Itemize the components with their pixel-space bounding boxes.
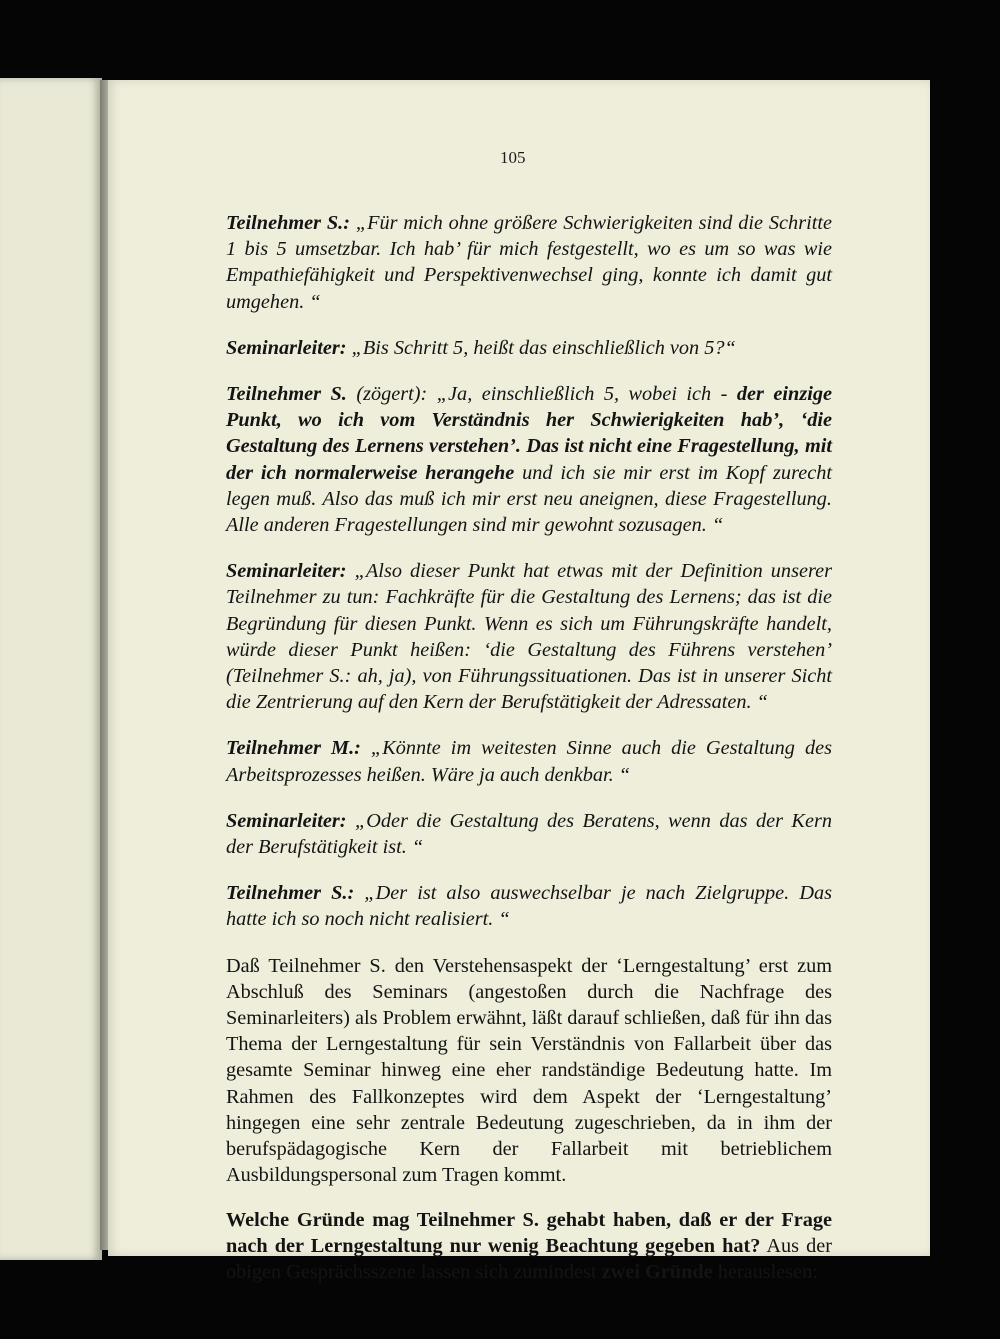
- bold-reasons: zwei Gründe: [601, 1260, 713, 1283]
- dialogue-text: und ich sie mir erst im Kopf zurecht legen muß. Also das muß ich mir erst neu aneignen, diese Fragestellung. Alle anderen Fragestellungen sind mir gewohnt sozusagen. “: [226, 461, 832, 537]
- speaker-name: Seminarleiter:: [226, 336, 347, 359]
- dialogue-turn: [226, 808, 832, 860]
- speaker-label: [226, 810, 347, 832]
- question-ending: herauslesen:: [712, 1260, 818, 1283]
- speaker-label: [226, 560, 347, 582]
- dialogue-text: „Oder die Gestaltung des Beratens, wenn das der Kern der Berufstätigkeit ist. “: [226, 809, 832, 859]
- page-content: [226, 210, 832, 1285]
- question-followup: Aus der obigen Gesprächsszene lassen sich zumindest: [226, 1234, 832, 1283]
- speaker-label: [226, 737, 361, 759]
- dialogue-turn: [226, 735, 832, 787]
- speaker-label: [226, 383, 427, 405]
- page-number: 105: [500, 148, 526, 167]
- body-paragraph: Daß Teilnehmer S. den Verstehensaspekt der ‘Lerngestaltung’ erst zum Abschluß des Seminars (angestoßen durch die Nachfrage des Seminarleiters) als Problem erwähnt, läßt darauf schließen, daß für ihn das Thema der Lerngestaltung für sein Verständnis von Fallarbeit über das gesamte Seminar hinweg eine eher randständige Bedeutung hatte. Im Rahmen des Fallkonzeptes wird dem Aspekt der ‘Lerngestaltung’ hingegen eine sehr zentrale Bedeutung zugeschrieben, da in ihm der berufspädagogische Kern der Fallarbeit mit betrieblichem Ausbildungspersonal zum Tragen kommt.: [226, 954, 832, 1187]
- dialogue-text: „Also dieser Punkt hat etwas mit der Definition unserer Teilnehmer zu tun: Fachkräfte für die Gestaltung des Lernens; das ist die Begründung für diesen Punkt. Wenn es sich um Führungskräfte handelt, würde dieser Punkt heißen: ‘die Gestaltung des Führens verstehen’ (Teilnehmer S.: ah, ja), von Führungssituationen. Das ist in unserer Sicht die Zentrierung auf den Kern der Berufstätigkeit der Adressaten. “: [226, 560, 832, 714]
- dialogue-turn: [226, 381, 832, 538]
- dialogue-text: „Könnte im weitesten Sinne auch die Gestaltung des Arbeitsprozesses heißen. Wäre ja auch denkbar. “: [226, 737, 832, 786]
- dialogue-text: „Bis Schritt 5, heißt das einschließlich von 5?“: [346, 336, 736, 359]
- speaker-label: [226, 882, 354, 904]
- speaker-name: Seminarleiter:: [226, 560, 347, 583]
- speaker-label: [226, 337, 347, 359]
- speaker-name: Teilnehmer S.:: [226, 882, 355, 905]
- speaker-name: Teilnehmer S.: [226, 383, 347, 406]
- dialogue-turn: [226, 210, 832, 315]
- dialogue-section: [226, 210, 832, 933]
- dialogue-turn: [226, 558, 832, 715]
- left-page-edge: [0, 78, 102, 1260]
- dialogue-turn: [226, 335, 832, 361]
- speaker-label: [226, 212, 350, 234]
- dialogue-text: „Für mich ohne größere Schwierigkeiten sind die Schritte 1 bis 5 umsetzbar. Ich hab’ für mich festgestellt, wo es um so was wie Empathiefähigkeit und Perspektivenwechsel ging, konnte ich damit gut umgehen. “: [226, 212, 832, 313]
- question-paragraph: [226, 1207, 832, 1286]
- bold-question: Welche Gründe mag Teilnehmer S. gehabt haben, daß er der Frage nach der Lerngestaltung nur wenig Beachtung gegeben hat?: [226, 1208, 832, 1257]
- speaker-name: Seminarleiter:: [226, 809, 347, 832]
- dialogue-turn: [226, 880, 832, 932]
- emphasized-text: der einzige Punkt, wo ich vom Verständnis her Schwierigkeiten hab’, ‘die Gestaltung des Lernens verstehen’. Das ist nicht eine Fragestellung, mit der ich normalerweise herangehe: [226, 383, 832, 484]
- dialogue-text: „Der ist also auswechselbar je nach Zielgruppe. Das hatte ich so noch nicht realisiert. “: [226, 882, 832, 931]
- dialogue-text: „Ja, einschließlich 5, wobei ich -: [427, 383, 737, 406]
- speaker-note: (zögert):: [346, 383, 428, 406]
- speaker-name: Teilnehmer M.:: [226, 737, 361, 760]
- speaker-name: Teilnehmer S.:: [226, 212, 350, 234]
